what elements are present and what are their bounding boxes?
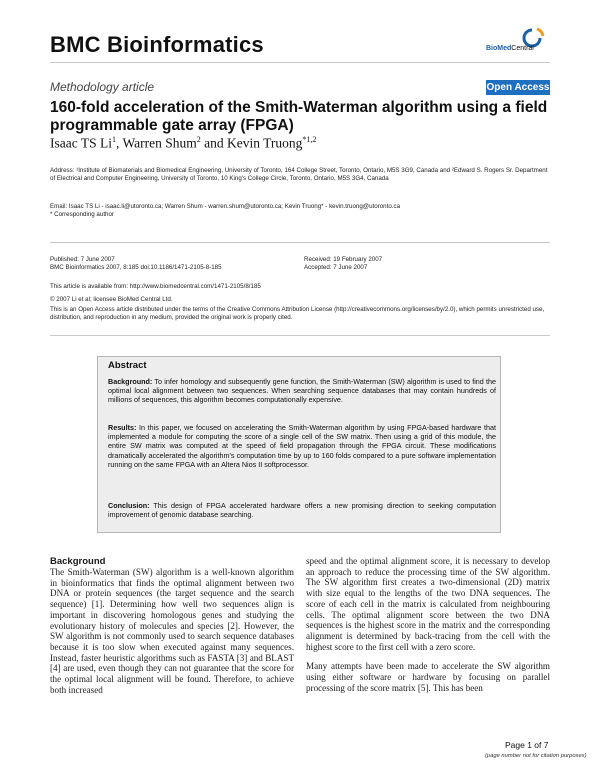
journal-title: BMC Bioinformatics xyxy=(50,32,264,57)
availability-link[interactable]: This article is available from: http://www.biomedcentral.com/1471-2105/8/185 xyxy=(50,283,261,290)
publisher-logo-central: Central xyxy=(511,45,534,52)
body-right-column xyxy=(306,556,550,693)
email-line[interactable]: Email: Isaac TS Li - isaac.li@utoronto.ca; Warren Shum - warren.shum@utoronto.ca; Kevin Truong* - kevin.truong@utoronto.ca xyxy=(50,203,401,210)
article-type: Methodology article xyxy=(50,80,155,94)
abstract-results xyxy=(108,423,496,469)
abstract-background-label: Background: xyxy=(108,377,153,386)
author-affiliation: 1 xyxy=(111,135,116,144)
body-left-column xyxy=(50,556,294,695)
license-text: This is an Open Access article distributed under the terms of the Creative Commons Attribution License (http://creativecommons.org/licenses/by/2.0), which permits unrestricted use, distribution, and reproduction in any medium, provided the original work is properly cited. xyxy=(50,306,545,322)
abstract-conclusion-text: This design of FPGA accelerated hardware offers a new promising direction to seeking computation improvement of genomic database searching. xyxy=(108,501,496,520)
page-number: Page 1 of 7 xyxy=(505,740,549,750)
abstract-results-label: Results: xyxy=(108,423,137,432)
corresponding-note: * Corresponding author xyxy=(50,211,114,219)
body-paragraph: speed and the optimal alignment score, it is necessary to develop an approach to reduce the processing time of the SW algorithm. The SW algorithm first creates a two-dimensional (2D) matrix with size equal to the lengths of the two DNA sequences. The score of each cell in the matrix is calculated from neighbouring cells. The optimal alignment score between the two DNA sequences is the highest score in the matrix and the corresponding alignment is determined by back-tracing from the cell with the highest score to the first cell with a zero score. xyxy=(306,556,550,652)
author-name[interactable]: Isaac TS Li xyxy=(50,135,112,151)
copyright-line: © 2007 Li et al; licensee BioMed Central Ltd. xyxy=(50,296,173,303)
body-paragraph: The Smith-Waterman (SW) algorithm is a well-known algorithm in bioinformatics that finds the optimal alignment between two DNA or protein sequences (the target sequence and the search sequence) [1]. Determining how well two sequences align is important in discovering homologous genes and studying the evolutionary history of molecules and species [2]. However, the SW algorithm is not commonly used to search sequence databases because it is too slow when executed against many sequences. Instead, faster heuristic algorithms such as FASTA [3] and BLAST [4] are used, even though they can not guarantee that the score for the optimal local alignment will be found. Therefore, to achieve both increased xyxy=(50,567,294,695)
author-affiliation: 2 xyxy=(196,135,201,144)
citation-note: (page number not for citation purposes) xyxy=(485,753,587,759)
review-dates xyxy=(304,256,382,273)
abstract-heading: Abstract xyxy=(108,360,147,371)
header-divider xyxy=(50,62,550,63)
open-access-badge[interactable]: Open Access xyxy=(486,82,550,93)
publisher-logo-text xyxy=(486,45,534,52)
publication-info xyxy=(50,256,222,273)
published-date: Published: 7 June 2007 xyxy=(50,256,115,263)
abstract-conclusion-label: Conclusion: xyxy=(108,501,150,510)
author-list xyxy=(50,135,316,152)
received-date: Received: 19 February 2007 xyxy=(304,256,383,263)
author-name[interactable]: and Kevin Truong xyxy=(200,135,303,151)
accepted-date: Accepted: 7 June 2007 xyxy=(304,264,368,272)
author-emails xyxy=(50,203,550,220)
abstract-background-text: To infer homology and subsequently gene function, the Smith-Waterman (SW) algorithm is used to find the optimal local alignment between two sequences. When searching sequence databases that may contain hundreds of millions of sequences, this algorithm becomes computationally expensive. xyxy=(108,377,496,405)
background-heading: Background xyxy=(50,556,106,567)
author-name[interactable]: , Warren Shum xyxy=(115,135,197,151)
publisher-logo-bio: BioMed xyxy=(486,45,512,52)
abstract-background xyxy=(108,377,496,405)
citation-line: BMC Bioinformatics 2007, 8:185 doi:10.1186/1471-2105-8-185 xyxy=(50,264,222,272)
abstract-conclusion xyxy=(108,501,496,519)
meta-divider xyxy=(50,242,550,243)
author-address: Address: ¹Institute of Biomaterials and Biomedical Engineering, University of Toronto, 164 College Street, Toronto, Ontario, M5S 3G9, Canada and ²Edward S. Rogers Sr. Department of Electrical and Computer Engineering, University of Toronto, 10 King's College Circle, Toronto, Ontario, M5S 3G4, Canada xyxy=(50,167,548,183)
article-title: 160-fold acceleration of the Smith-Waterman algorithm using a field programmable gate array (FPGA) xyxy=(50,99,548,134)
license-divider xyxy=(50,335,550,336)
author-affiliation: *1,2 xyxy=(302,135,317,144)
body-paragraph: Many attempts have been made to accelerate the SW algorithm using either software or hardware by focusing on parallel processing of the score matrix [5]. This has been xyxy=(306,661,550,693)
abstract-results-text: In this paper, we focused on accelerating the Smith-Waterman algorithm by using FPGA-based hardware that implemented a module for computing the score of a single cell of the SW matrix. Then using a grid of this module, the entire SW matrix was computed at the speed of field propagation through the FPGA circuit. These modifications dramatically accelerated the algorithm's computation time by up to 160 folds compared to a pure software implementation running on the same FPGA with an Altera Nios II softprocessor. xyxy=(108,423,496,469)
